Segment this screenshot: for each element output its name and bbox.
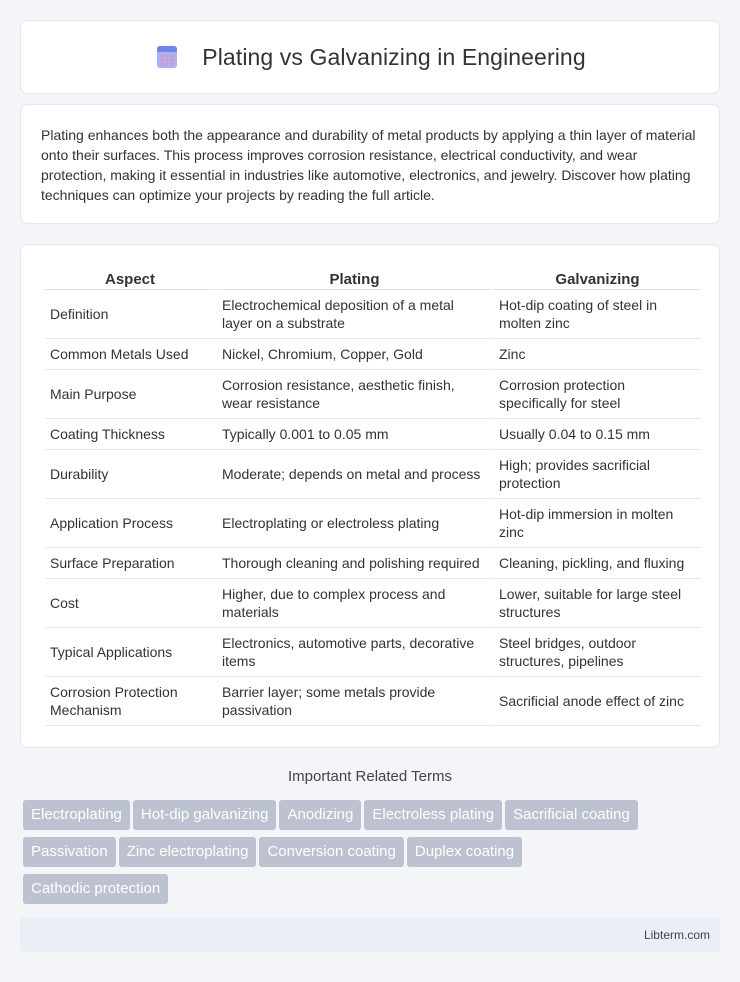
galvanizing-cell: Steel bridges, outdoor structures, pipelines — [494, 628, 701, 677]
plating-cell: Corrosion resistance, aesthetic finish, wear resistance — [217, 370, 492, 419]
page-title: Plating vs Galvanizing in Engineering — [202, 43, 586, 70]
footer — [20, 918, 720, 952]
plating-cell: Electroplating or electroless plating — [217, 499, 492, 548]
aspect-cell: Cost — [45, 579, 215, 628]
aspect-cell: Coating Thickness — [45, 419, 215, 450]
comparison-table-card — [20, 244, 720, 748]
table-row — [45, 499, 701, 548]
header-aspect: Aspect — [45, 267, 215, 290]
galvanizing-cell: Zinc — [494, 339, 701, 370]
intro-text: Plating enhances both the appearance and durability of metal products by applying a thin layer of material onto their surfaces. This process improves corrosion resistance, electrical conductivity, and wear protection, making it essential in industries like automotive, electronics, and jewelry. Discover how plating techniques can optimize your projects by reading the full article. — [41, 127, 696, 203]
aspect-cell: Common Metals Used — [45, 339, 215, 370]
table-row — [45, 450, 701, 499]
aspect-cell: Durability — [45, 450, 215, 499]
footer-site-link[interactable]: Libterm.com — [643, 928, 710, 942]
table-row — [45, 339, 701, 370]
galvanizing-cell: Hot-dip coating of steel in molten zinc — [494, 290, 701, 339]
galvanizing-cell: Lower, suitable for large steel structures — [494, 579, 701, 628]
galvanizing-cell: Hot-dip immersion in molten zinc — [494, 499, 701, 548]
header-galvanizing: Galvanizing — [494, 267, 701, 290]
intro-card — [20, 104, 720, 224]
table-row — [45, 579, 701, 628]
plating-cell: Higher, due to complex process and materials — [217, 579, 492, 628]
table-row — [45, 548, 701, 579]
calculator-icon — [154, 44, 180, 70]
aspect-cell: Surface Preparation — [45, 548, 215, 579]
tag-hot-dip-galvanizing[interactable]: Hot-dip galvanizing — [133, 800, 277, 830]
tag-cathodic-protection[interactable]: Cathodic protection — [23, 874, 168, 904]
plating-cell: Electrochemical deposition of a metal layer on a substrate — [217, 290, 492, 339]
related-terms-title: Important Related Terms — [288, 768, 452, 785]
galvanizing-cell: Cleaning, pickling, and fluxing — [494, 548, 701, 579]
plating-cell: Nickel, Chromium, Copper, Gold — [217, 339, 492, 370]
tag-passivation[interactable]: Passivation — [23, 837, 116, 867]
table-row — [45, 290, 701, 339]
aspect-cell: Definition — [45, 290, 215, 339]
comparison-table — [43, 267, 703, 726]
table-row — [45, 419, 701, 450]
tag-anodizing[interactable]: Anodizing — [279, 800, 361, 830]
galvanizing-cell: High; provides sacrificial protection — [494, 450, 701, 499]
plating-cell: Typically 0.001 to 0.05 mm — [217, 419, 492, 450]
table-header-row — [45, 267, 701, 290]
galvanizing-cell: Corrosion protection specifically for steel — [494, 370, 701, 419]
aspect-cell: Application Process — [45, 499, 215, 548]
aspect-cell: Corrosion Protection Mechanism — [45, 677, 215, 726]
tag-electroless-plating[interactable]: Electroless plating — [364, 800, 502, 830]
galvanizing-cell: Usually 0.04 to 0.15 mm — [494, 419, 701, 450]
table-row — [45, 628, 701, 677]
table-row — [45, 370, 701, 419]
galvanizing-cell: Sacrificial anode effect of zinc — [494, 677, 701, 726]
related-terms-list — [23, 800, 723, 911]
header-plating: Plating — [217, 267, 492, 290]
tag-duplex-coating[interactable]: Duplex coating — [407, 837, 522, 867]
plating-cell: Moderate; depends on metal and process — [217, 450, 492, 499]
aspect-cell: Main Purpose — [45, 370, 215, 419]
plating-cell: Thorough cleaning and polishing required — [217, 548, 492, 579]
tag-electroplating[interactable]: Electroplating — [23, 800, 130, 830]
tag-zinc-electroplating[interactable]: Zinc electroplating — [119, 837, 257, 867]
aspect-cell: Typical Applications — [45, 628, 215, 677]
title-card — [20, 20, 720, 94]
table-row — [45, 677, 701, 726]
plating-cell: Electronics, automotive parts, decorative items — [217, 628, 492, 677]
tag-sacrificial-coating[interactable]: Sacrificial coating — [505, 800, 638, 830]
tag-conversion-coating[interactable]: Conversion coating — [259, 837, 403, 867]
plating-cell: Barrier layer; some metals provide passivation — [217, 677, 492, 726]
